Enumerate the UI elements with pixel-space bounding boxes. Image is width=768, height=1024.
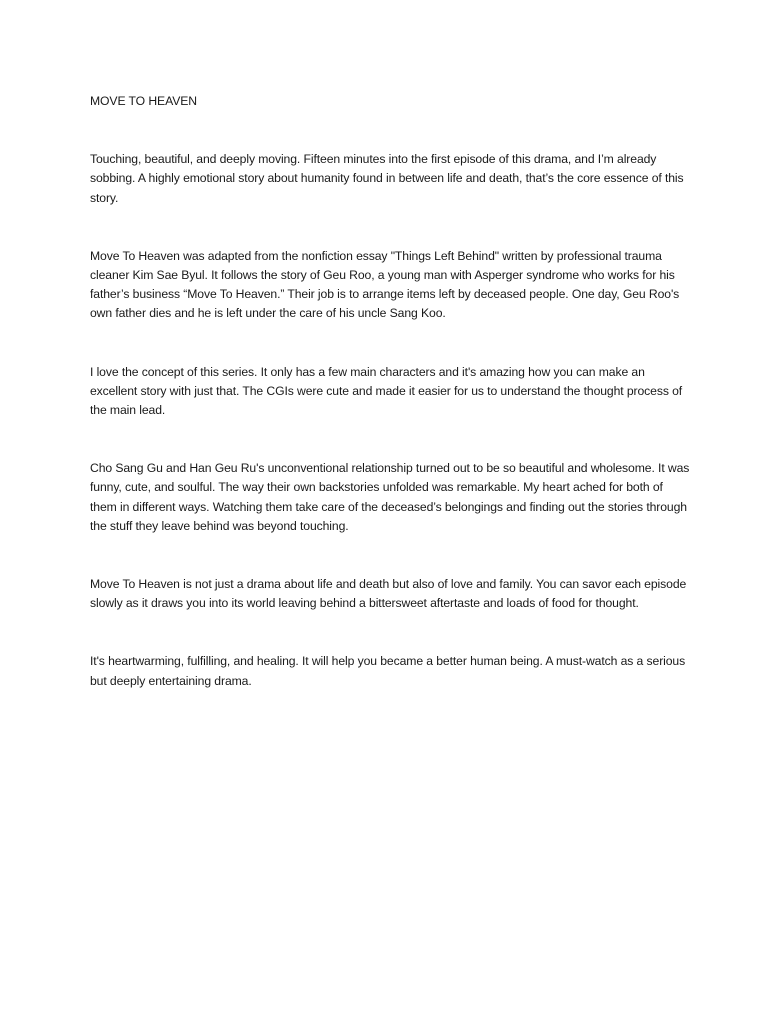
paragraph-3: I love the concept of this series. It only has a few main characters and it's amazing how you can make an excellent story with just that. The CGIs were cute and made it easier for us to understand the thought process of the main lead. xyxy=(90,364,683,418)
paragraph-6: It's heartwarming, fulfilling, and healing. It will help you became a better human being. A must-watch as a serious but deeply entertaining drama. xyxy=(90,654,686,688)
document-body xyxy=(90,92,690,730)
paragraph-1: Touching, beautiful, and deeply moving. Fifteen minutes into the first episode of this drama, and I’m already sobbing. A highly emotional story about humanity found in between life and death, that’s the core essence of this story. xyxy=(90,152,684,205)
paragraph-2: Move To Heaven was adapted from the nonfiction essay "Things Left Behind" written by professional trauma cleaner Kim Sae Byul. It follows the story of Geu Roo, a young man with Asperger syndrome who works for his father’s business “Move To Heaven.” Their job is to arrange items left by deceased people. One day, Geu Roo's own father dies and he is left under the care of his uncle Sang Koo. xyxy=(90,248,680,321)
paragraph-5: Move To Heaven is not just a drama about life and death but also of love and family. You can savor each episode slowly as it draws you into its world leaving behind a bittersweet aftertaste and loads of food for thought. xyxy=(90,577,687,611)
paragraph-4: Cho Sang Gu and Han Geu Ru's unconventional relationship turned out to be so beautiful and wholesome. It was funny, cute, and soulful. The way their own backstories unfolded was remarkable. My heart ached for both of them in different ways. Watching them take care of the deceased’s belongings and finding out the stories through the stuff they leave behind was beyond touching. xyxy=(90,461,690,533)
document-title: MOVE TO HEAVEN xyxy=(90,94,197,108)
